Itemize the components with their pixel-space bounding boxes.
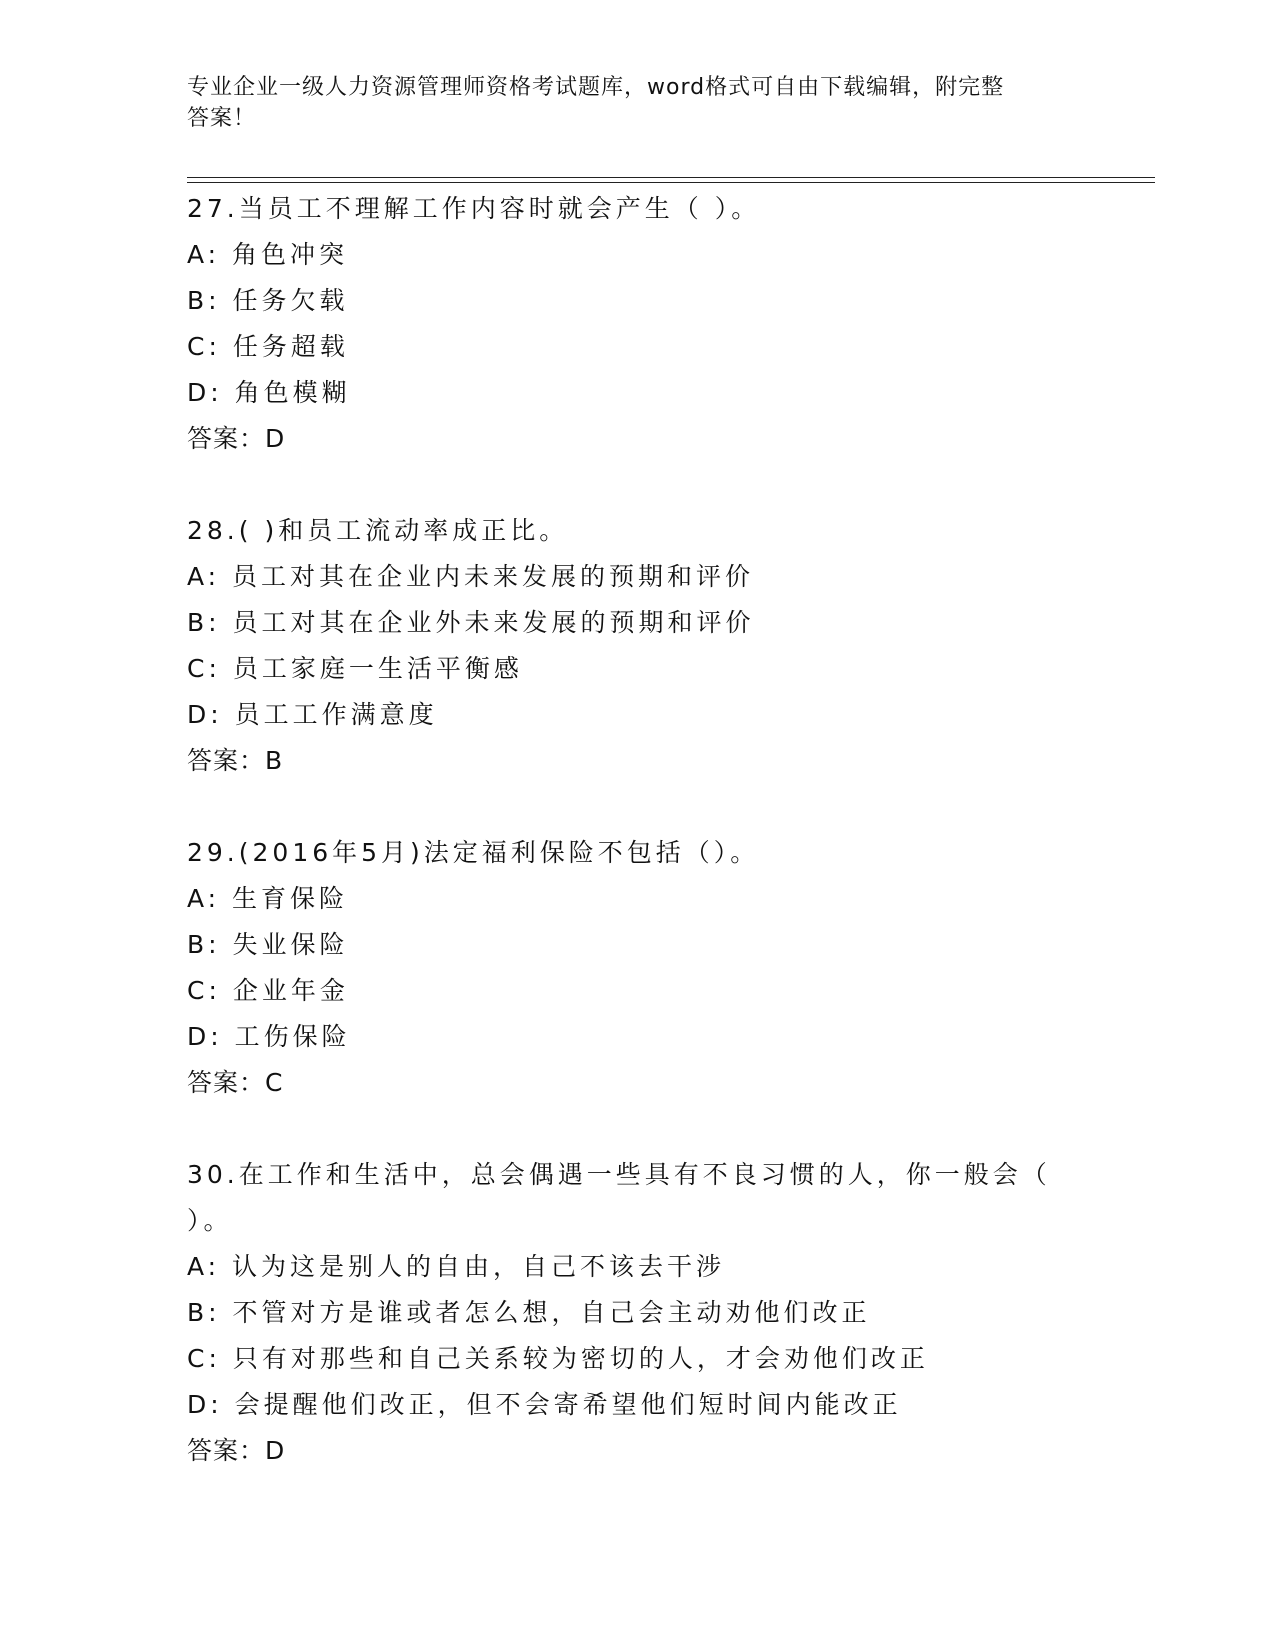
option-a: A: 角色冲突	[187, 240, 349, 269]
question-30	[187, 1152, 1147, 1474]
option-b: B: 不管对方是谁或者怎么想，自己会主动劝他们改正	[187, 1298, 871, 1327]
option-d: D: 员工工作满意度	[187, 700, 438, 729]
option-c: C: 员工家庭一生活平衡感	[187, 654, 523, 683]
question-29	[187, 830, 1147, 1106]
answer-line: 答案：D	[187, 424, 286, 453]
header-line-1: 专业企业一级人力资源管理师资格考试题库，word格式可自由下载编辑，附完整	[187, 75, 1005, 100]
document-header	[187, 72, 1087, 134]
header-line-2: 答案！	[187, 106, 257, 131]
option-b: B: 失业保险	[187, 930, 349, 959]
question-27	[187, 186, 1147, 462]
option-c: C: 企业年金	[187, 976, 349, 1005]
option-a: A: 生育保险	[187, 884, 349, 913]
question-stem-continued: ）。	[187, 1206, 233, 1235]
option-a: A: 认为这是别人的自由，自己不该去干涉	[187, 1252, 726, 1281]
question-list	[187, 186, 1147, 1520]
option-c: C: 只有对那些和自己关系较为密切的人，才会劝他们改正	[187, 1344, 929, 1373]
option-d: D: 角色模糊	[187, 378, 351, 407]
answer-line: 答案：D	[187, 1436, 286, 1465]
question-stem: 27.当员工不理解工作内容时就会产生（ ）。	[187, 194, 761, 223]
question-28	[187, 508, 1147, 784]
header-divider-bottom	[187, 182, 1155, 183]
option-b: B: 员工对其在企业外未来发展的预期和评价	[187, 608, 755, 637]
option-d: D: 会提醒他们改正，但不会寄希望他们短时间内能改正	[187, 1390, 902, 1419]
option-d: D: 工伤保险	[187, 1022, 351, 1051]
answer-line: 答案：B	[187, 746, 284, 775]
option-a: A: 员工对其在企业内未来发展的预期和评价	[187, 562, 755, 591]
option-b: B: 任务欠载	[187, 286, 349, 315]
question-stem: 28.( )和员工流动率成正比。	[187, 516, 569, 545]
answer-line: 答案：C	[187, 1068, 284, 1097]
question-stem: 29.(2016年5月)法定福利保险不包括（）。	[187, 838, 760, 867]
option-c: C: 任务超载	[187, 332, 349, 361]
header-divider-top	[187, 177, 1155, 178]
question-stem: 30.在工作和生活中，总会偶遇一些具有不良习惯的人，你一般会（	[187, 1160, 1051, 1189]
